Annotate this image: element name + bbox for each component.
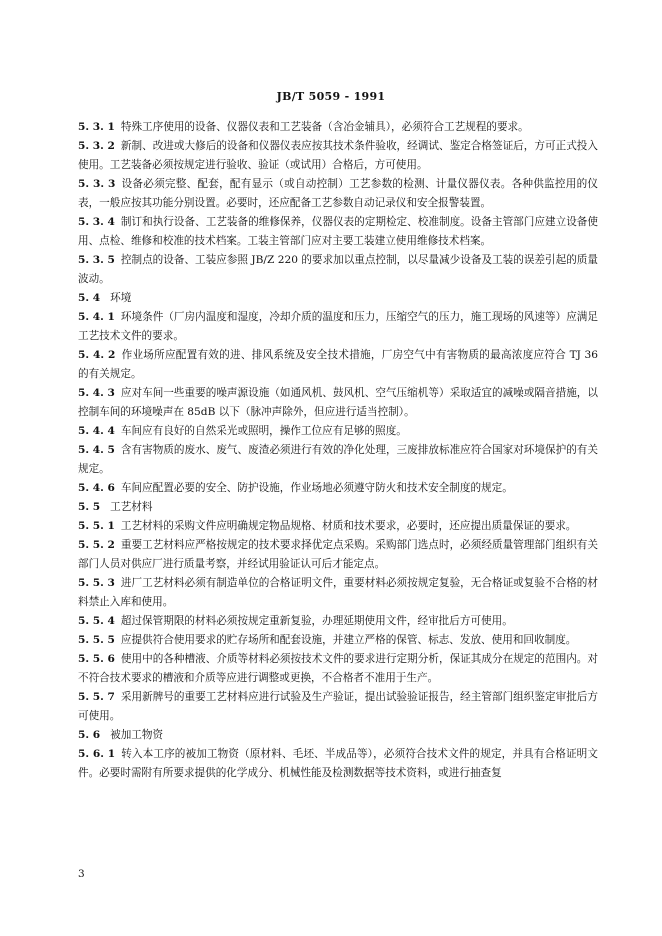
clause-paragraph <box>78 422 598 441</box>
clause-number: 5. 4 <box>78 292 101 304</box>
clause-paragraph <box>78 175 598 213</box>
clause-paragraph <box>78 441 598 479</box>
clause-number: 5. 5 <box>78 501 101 513</box>
clause-number: 5. 3. 5 <box>78 254 115 266</box>
clause-paragraph <box>78 688 598 726</box>
clause-text: 车间应配置必要的安全、防护设施，作业场地必须遵守防火和技术安全制度的规定。 <box>120 482 513 494</box>
clause-number: 5. 5. 7 <box>78 691 115 703</box>
clause-text: 作业场所应配置有效的进、排风系统及安全技术措施，厂房空气中有害物质的最高浓度应符合 TJ 36 的有关规定。 <box>78 349 598 380</box>
clause-text: 新制、改进或大修后的设备和仪器仪表应按其技术条件验收，经调试、鉴定合格签证后，方可正式投入使用。工艺装备必须按规定进行验收、验证（或试用）合格后，方可使用。 <box>78 140 598 171</box>
clause-number: 5. 4. 2 <box>78 349 116 361</box>
clause-paragraph <box>78 517 598 536</box>
clause-text: 车间应有良好的自然采光或照明，操作工位应有足够的照度。 <box>120 425 407 437</box>
section-heading <box>78 726 598 745</box>
clause-text: 转入本工序的被加工物资（原材料、毛坯、半成品等），必须符合技术文件的规定，并具有合格证明文件。必要时需附有所要求提供的化学成分、机械性能及检测数据等技术资料，或进行抽查复 <box>78 748 598 779</box>
section-title: 被加工物资 <box>110 729 164 741</box>
standard-code-header: JB/T 5059 - 1991 <box>276 90 386 103</box>
clause-text: 设备必须完整、配套，配有显示（或自动控制）工艺参数的检测、计量仪器仪表。各种供监控用的仪表，一般应按其功能分别设置。必要时，还应配备工艺参数自动记录仪和安全报警装置。 <box>78 178 599 209</box>
clause-text: 特殊工序使用的设备、仪器仪表和工艺装备（含冶金辅具），必须符合工艺规程的要求。 <box>120 121 529 133</box>
section-heading <box>78 289 598 308</box>
clause-number: 5. 4. 6 <box>78 482 115 494</box>
clause-paragraph <box>78 137 598 175</box>
clause-number: 5. 5. 5 <box>78 634 115 646</box>
document-body <box>78 118 598 783</box>
clause-paragraph <box>78 612 598 631</box>
clause-text: 制订和执行设备、工艺装备的维修保养，仪器仪表的定期检定、校准制度。设备主管部门应建立设备使用、点检、维修和校准的技术档案。工装主管部门应对主要工装建立使用维修技术档案。 <box>78 216 598 247</box>
clause-number: 5. 4. 3 <box>78 387 115 399</box>
clause-text: 环境条件（厂房内温度和湿度，冷却介质的温度和压力，压缩空气的压力，施工现场的风速等）应满足工艺技术文件的要求。 <box>78 311 598 342</box>
clause-text: 应提供符合使用要求的贮存场所和配套设施，并建立严格的保管、标志、发放、使用和回收制度。 <box>120 634 577 646</box>
section-heading <box>78 498 598 517</box>
clause-text: 使用中的各种槽液、介质等材料必须按技术文件的要求进行定期分析，保证其成分在规定的范围内。对不符合技术要求的槽液和介质等应进行调整或更换，不合格者不准用于生产。 <box>78 653 598 684</box>
clause-paragraph <box>78 650 598 688</box>
clause-number: 5. 4. 4 <box>78 425 115 437</box>
clause-number: 5. 6 <box>78 729 101 741</box>
clause-paragraph <box>78 479 598 498</box>
page-number: 3 <box>78 868 85 880</box>
clause-text: 采用新牌号的重要工艺材料应进行试验及生产验证，提出试验验证报告，经主管部门组织鉴定审批后方可使用。 <box>78 691 598 722</box>
clause-text: 应对车间一些重要的噪声源设施（如通风机、鼓风机、空气压缩机等）采取适宜的减噪或隔音措施，以控制车间的环境噪声在 85dB 以下（脉冲声除外，但应进行适当控制）。 <box>78 387 598 418</box>
clause-text: 工艺材料的采购文件应明确规定物品规格、材质和技术要求，必要时，还应提出质量保证的要求。 <box>120 520 577 532</box>
clause-paragraph <box>78 384 598 422</box>
clause-text: 重要工艺材料应严格按规定的技术要求择优定点采购。采购部门选点时，必须经质量管理部门组织有关部门人员对供应厂进行质量考察，并经试用验证认可后才能定点。 <box>78 539 598 570</box>
clause-number: 5. 3. 3 <box>78 178 116 190</box>
clause-paragraph <box>78 574 598 612</box>
clause-number: 5. 5. 4 <box>78 615 115 627</box>
clause-paragraph <box>78 346 598 384</box>
clause-paragraph <box>78 251 598 289</box>
clause-paragraph <box>78 308 598 346</box>
clause-paragraph <box>78 745 598 783</box>
clause-number: 5. 4. 1 <box>78 311 115 323</box>
clause-text: 含有害物质的废水、废气、废渣必须进行有效的净化处理，三废排放标准应符合国家对环境保护的有关规定。 <box>78 444 598 475</box>
clause-paragraph <box>78 631 598 650</box>
clause-number: 5. 5. 3 <box>78 577 115 589</box>
clause-number: 5. 4. 5 <box>78 444 115 456</box>
clause-paragraph <box>78 213 598 251</box>
clause-text: 进厂工艺材料必须有制造单位的合格证明文件，重要材料必须按规定复验，无合格证或复验不合格的材料禁止入库和使用。 <box>78 577 598 608</box>
clause-number: 5. 3. 1 <box>78 121 115 133</box>
clause-number: 5. 5. 2 <box>78 539 115 551</box>
clause-number: 5. 3. 4 <box>78 216 115 228</box>
clause-text: 超过保管期限的材料必须按规定重新复验，办理延期使用文件，经审批后方可使用。 <box>120 615 513 627</box>
clause-number: 5. 5. 6 <box>78 653 115 665</box>
section-title: 环境 <box>110 292 132 304</box>
clause-number: 5. 6. 1 <box>78 748 116 760</box>
section-title: 工艺材料 <box>110 501 153 513</box>
clause-number: 5. 3. 2 <box>78 140 115 152</box>
clause-paragraph <box>78 536 598 574</box>
clause-paragraph <box>78 118 598 137</box>
clause-number: 5. 5. 1 <box>78 520 115 532</box>
clause-text: 控制点的设备、工装应参照 JB/Z 220 的要求加以重点控制，以尽量减少设备及工装的误差引起的质量波动。 <box>78 254 598 285</box>
